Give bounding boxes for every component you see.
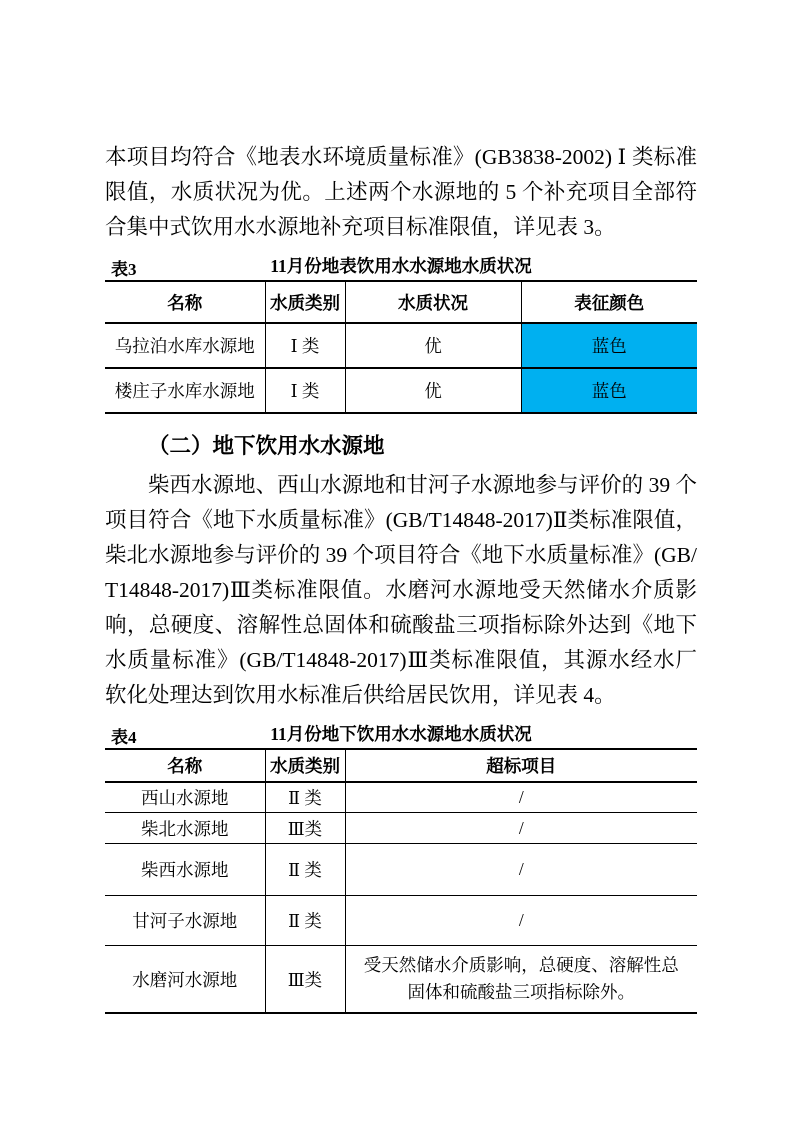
cell-source-name: 柴西水源地 (105, 844, 265, 896)
cell-source-name: 乌拉泊水库水源地 (105, 323, 265, 368)
cell-water-status: 优 (345, 323, 521, 368)
cell-exceed-items: / (345, 813, 697, 844)
table3-caption (105, 254, 697, 280)
cell-source-name: 楼庄子水库水源地 (105, 368, 265, 413)
cell-exceed-items: / (345, 896, 697, 946)
table3-header-color: 表征颜色 (521, 281, 697, 323)
table4-header-category: 水质类别 (265, 749, 345, 782)
cell-water-category: Ⅲ类 (265, 946, 345, 1014)
cell-water-category: Ⅰ 类 (265, 368, 345, 413)
cell-exceed-items: 受天然储水介质影响，总硬度、溶解性总固体和硫酸盐三项指标除外。 (345, 946, 697, 1014)
cell-water-status: 优 (345, 368, 521, 413)
cell-water-category: Ⅱ 类 (265, 896, 345, 946)
table4-header-row (105, 749, 697, 782)
table3-label: 表3 (111, 260, 137, 279)
table4-header-exceed: 超标项目 (345, 749, 697, 782)
cell-water-category: Ⅱ 类 (265, 844, 345, 896)
table4-header-name: 名称 (105, 749, 265, 782)
table3-surface-water-quality (105, 280, 697, 414)
paragraph-groundwater: 柴西水源地、西山水源地和甘河子水源地参与评价的 39 个项目符合《地下水质量标准》(GB/T14848-2017)Ⅱ类标准限值，柴北水源地参与评价的 39 个项目符合《地下水质量标准》(GB/T14848-2017)Ⅲ类标准限值。水磨河水源地受天然储水介质影响，总硬度、溶解性总固体和硫酸盐三项指标除外达到《地下水质量标准》(GB/T14848-2017)Ⅲ类标准限值，其源水经水厂软化处理达到饮用水标准后供给居民饮用，详见表 4。 (105, 473, 697, 707)
cell-water-category: Ⅲ类 (265, 813, 345, 844)
table-row (105, 813, 697, 844)
cell-exceed-items: / (345, 844, 697, 896)
cell-color-badge: 蓝色 (521, 368, 697, 413)
cell-source-name: 甘河子水源地 (105, 896, 265, 946)
cell-source-name: 水磨河水源地 (105, 946, 265, 1014)
table-row (105, 323, 697, 368)
table3-header-name: 名称 (105, 281, 265, 323)
table4-groundwater-quality (105, 748, 697, 1014)
table-row (105, 368, 697, 413)
table-row (105, 946, 697, 1014)
table4-caption (105, 722, 697, 748)
table3-title: 11月份地表饮用水水源地水质状况 (270, 256, 532, 276)
paragraph-surface-water: 本项目均符合《地表水环境质量标准》(GB3838-2002) Ⅰ 类标准限值，水质状况为优。上述两个水源地的 5 个补充项目全部符合集中式饮用水水源地补充项目标准限值，详见表 3。 (105, 145, 697, 239)
table3-header-category: 水质类别 (265, 281, 345, 323)
table4-label: 表4 (111, 728, 137, 747)
table4-title: 11月份地下饮用水水源地水质状况 (270, 724, 532, 744)
cell-water-category: Ⅰ 类 (265, 323, 345, 368)
section-heading-groundwater: （二）地下饮用水水源地 (148, 434, 385, 458)
table-row (105, 896, 697, 946)
cell-source-name: 西山水源地 (105, 782, 265, 813)
cell-water-category: Ⅱ 类 (265, 782, 345, 813)
table-row (105, 844, 697, 896)
cell-color-badge: 蓝色 (521, 323, 697, 368)
table-row (105, 782, 697, 813)
cell-source-name: 柴北水源地 (105, 813, 265, 844)
table3-header-row (105, 281, 697, 323)
table3-header-status: 水质状况 (345, 281, 521, 323)
cell-exceed-items: / (345, 782, 697, 813)
